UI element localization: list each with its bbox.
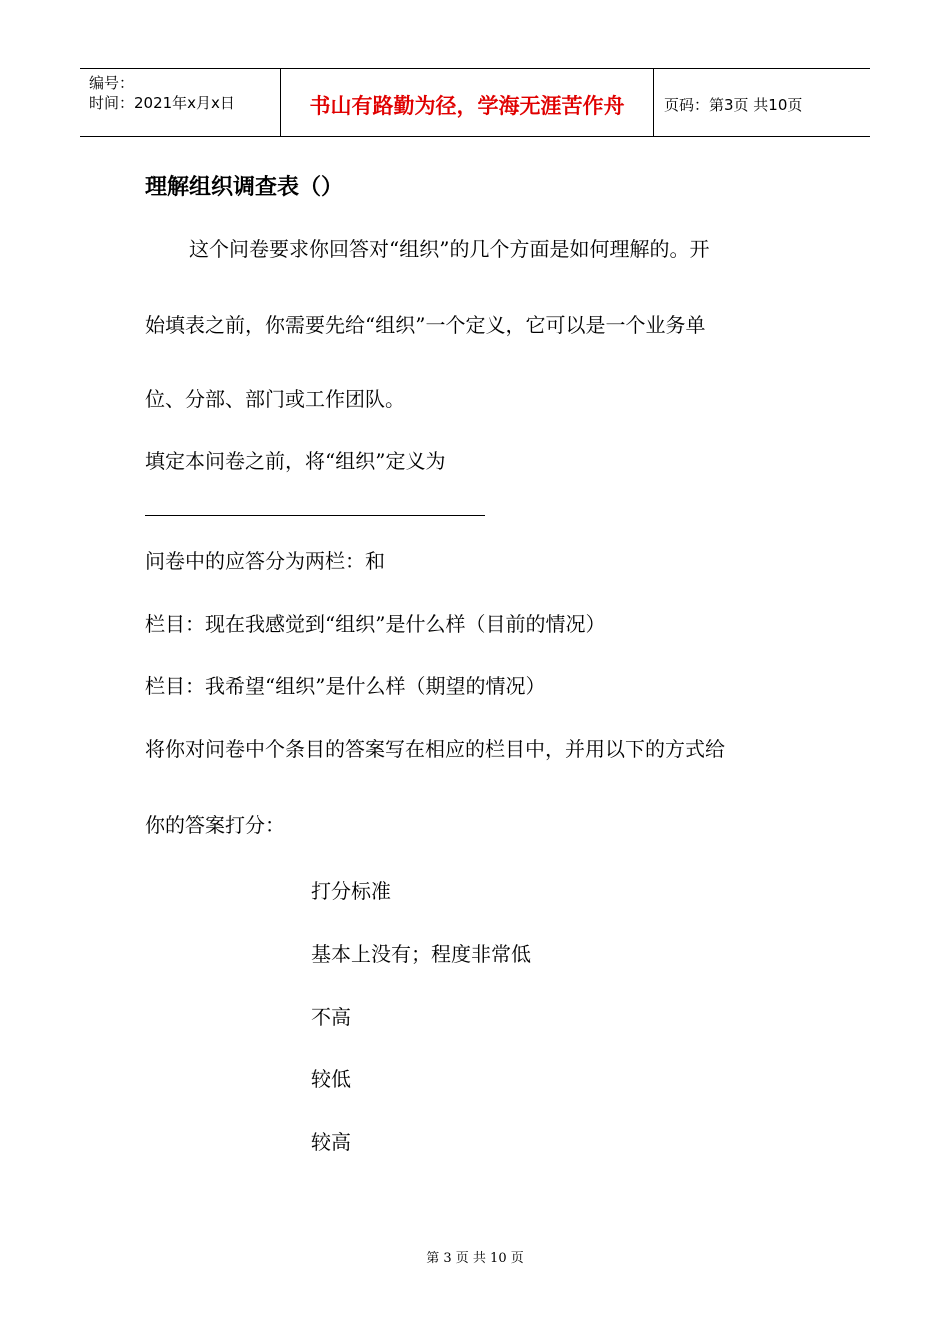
scale-item: 不高 (311, 1005, 351, 1029)
scale-item: 较高 (311, 1130, 351, 1154)
instruction-line-1: 将你对问卷中个条目的答案写在相应的栏目中，并用以下的方式给 (145, 737, 725, 761)
columns-intro: 问卷中的应答分为两栏：和 (145, 549, 385, 573)
page-header (80, 68, 870, 137)
scale-item: 基本上没有；程度非常低 (311, 942, 531, 966)
scale-heading: 打分标准 (311, 879, 391, 903)
column-a-description: 栏目：现在我感觉到“组织”是什么样（目前的情况） (145, 612, 606, 636)
define-line: 填定本问卷之前，将“组织”定义为 (145, 449, 446, 473)
scale-item: 较低 (311, 1067, 351, 1091)
header-page-info: 页码：第3页 共10页 (664, 96, 803, 114)
header-date: 时间：2021年x月x日 (89, 94, 235, 112)
instruction-line-2: 你的答案打分： (145, 813, 285, 837)
header-motto: 书山有路勤为径，学海无涯苦作舟 (281, 69, 654, 136)
definition-blank-line[interactable] (145, 515, 485, 516)
intro-line-3: 位、分部、部门或工作团队。 (145, 387, 405, 411)
header-number: 编号： (89, 74, 135, 92)
intro-line-1: 这个问卷要求你回答对“组织”的几个方面是如何理解的。开 (189, 237, 710, 261)
column-b-description: 栏目：我希望“组织”是什么样（期望的情况） (145, 674, 546, 698)
header-meta (80, 69, 281, 136)
document-title: 理解组织调查表（） (145, 175, 344, 200)
page-footer: 第 3 页 共 10 页 (426, 1251, 524, 1266)
intro-line-2: 始填表之前，你需要先给“组织”一个定义，它可以是一个业务单 (145, 313, 706, 337)
